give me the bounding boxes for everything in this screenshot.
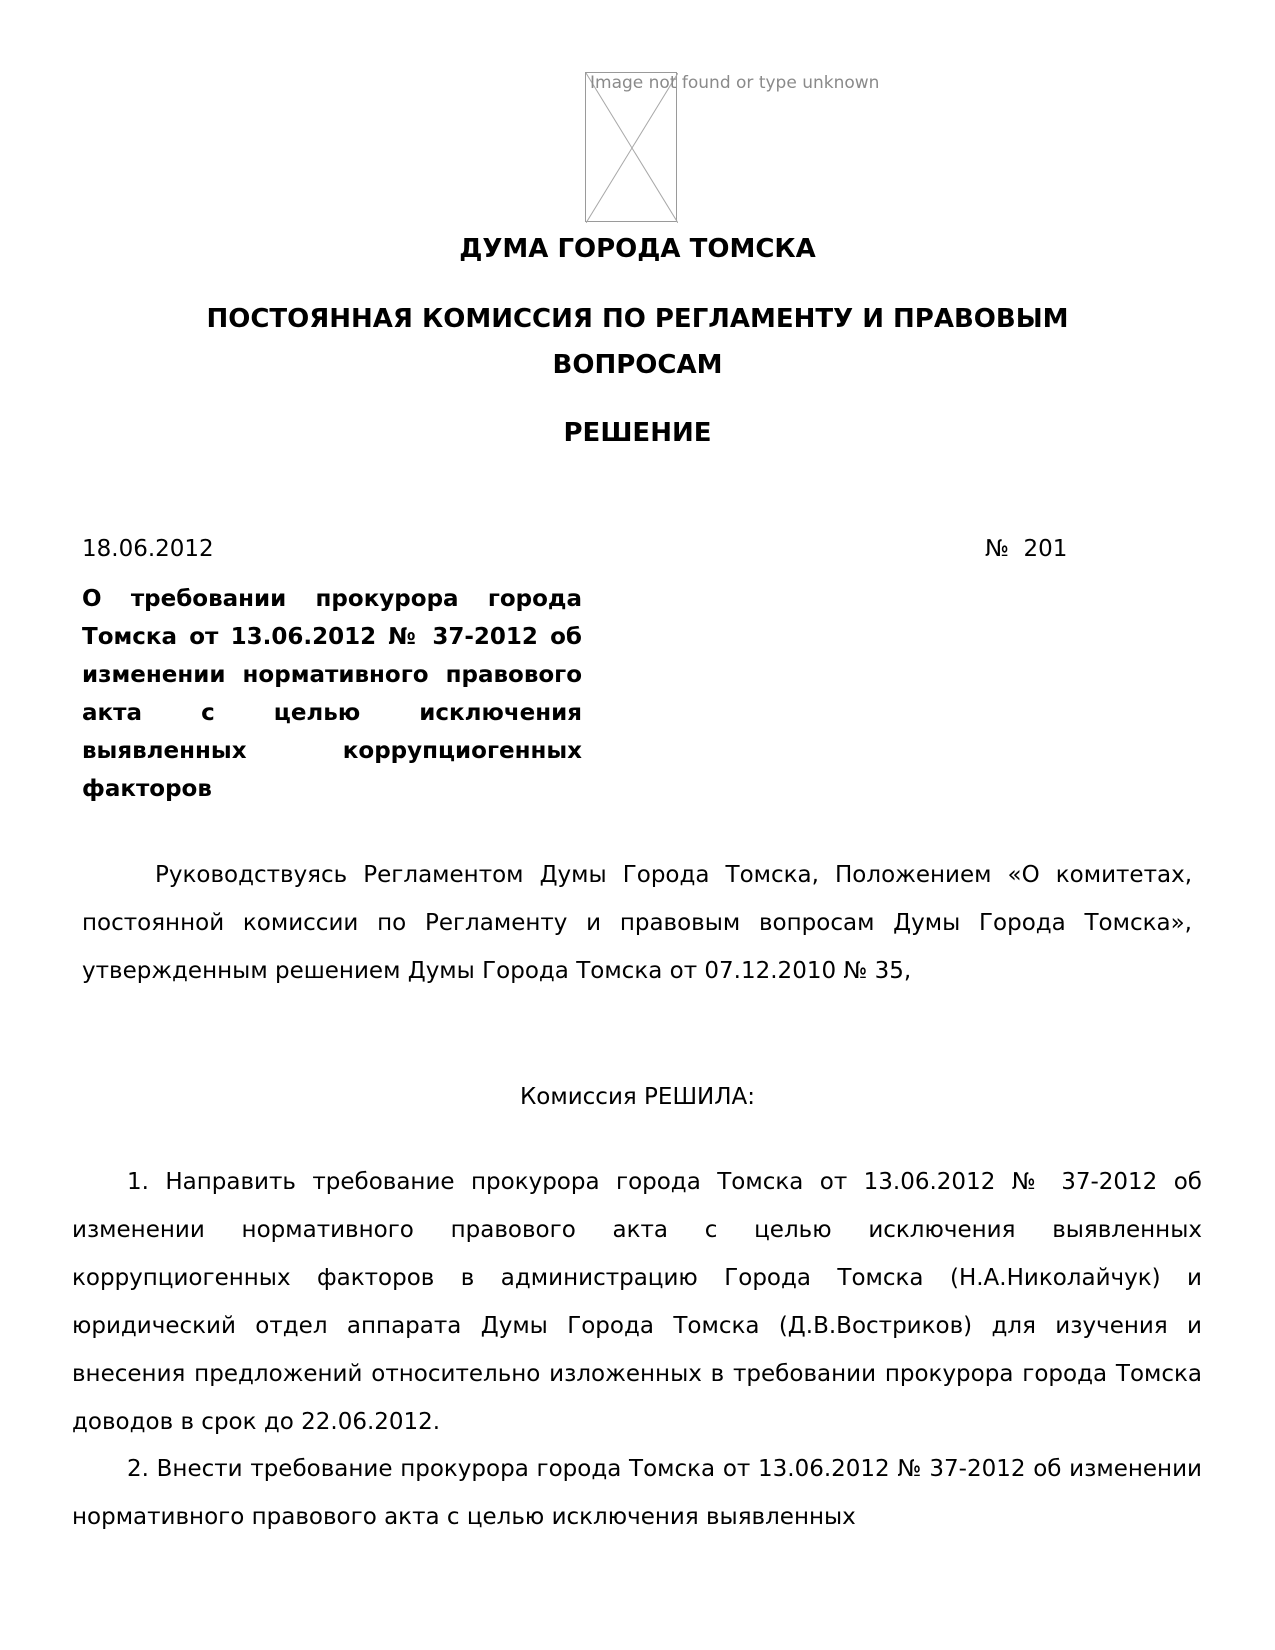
resolved-heading: Комиссия РЕШИЛА: <box>519 1084 756 1110</box>
organization-title: ДУМА ГОРОДА ТОМСКА <box>459 234 816 264</box>
commission-title <box>0 296 1275 388</box>
commission-title-line-1: ПОСТОЯННАЯ КОМИССИЯ ПО РЕГЛАМЕНТУ И ПРАВОВЫМ <box>206 304 1069 334</box>
document-number: № 201 <box>985 536 1068 562</box>
document-type-title: РЕШЕНИЕ <box>563 418 712 448</box>
decision-item-2: 2. Внести требование прокурора города Томска от 13.06.2012 № 37-2012 об изменении нормативного правового акта с целью исключения выявленных <box>72 1456 1202 1530</box>
broken-image-icon <box>585 72 677 222</box>
image-placeholder-text: Image not found or type unknown <box>590 73 880 93</box>
document-subject: О требовании прокурора города Томска от 13.06.2012 № 37-2012 об изменении нормативного правового акта с целью исключения выявленных коррупциогенных факторов <box>82 586 582 802</box>
commission-title-line-2: ВОПРОСАМ <box>552 350 723 380</box>
document-date: 18.06.2012 <box>82 536 214 562</box>
preamble-paragraph: Руководствуясь Регламентом Думы Города Томска, Положением «О комитетах, постоянной комиссии по Регламенту и правовым вопросам Думы Города Томска», утвержденным решением Думы Города Томска от 07.12.2010 № 35, <box>82 862 1192 984</box>
decision-item-1: 1. Направить требование прокурора города Томска от 13.06.2012 № 37-2012 об изменении нормативного правового акта с целью исключения выявленных коррупциогенных факторов в администрацию Города Томска (Н.А.Николайчук) и юридический отдел аппарата Думы Города Томска (Д.В.Востриков) для изучения и внесения предложений относительно изложенных в требовании прокурора города Томска доводов в срок до 22.06.2012. <box>72 1169 1202 1435</box>
